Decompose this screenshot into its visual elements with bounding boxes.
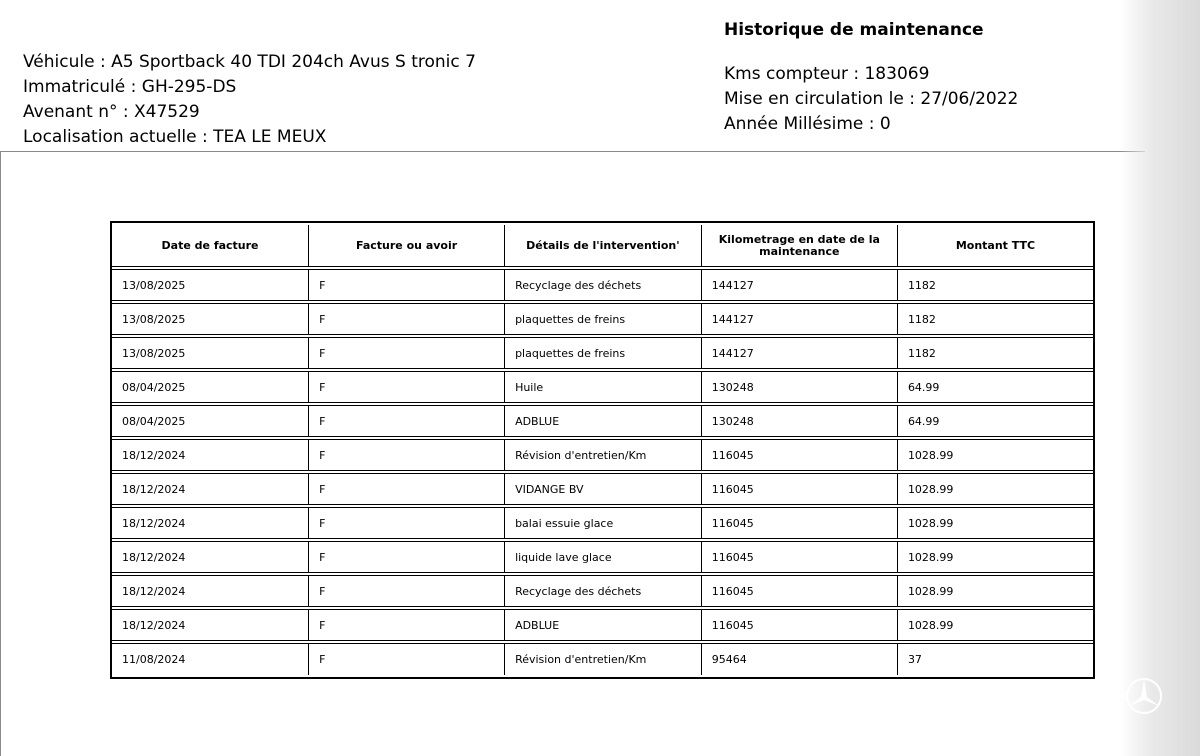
table-row [112, 269, 1093, 301]
cell-invoice-date: 11/08/2024 [112, 643, 308, 675]
cell-amount: 1028.99 [897, 609, 1093, 641]
cell-mileage: 116045 [701, 541, 897, 573]
cell-invoice-type: F [308, 541, 504, 573]
cell-invoice-type: F [308, 643, 504, 675]
mercedes-star-icon [1124, 676, 1164, 716]
cell-invoice-type: F [308, 337, 504, 369]
cell-invoice-date: 08/04/2025 [112, 371, 308, 403]
left-border [0, 152, 1, 756]
cell-intervention: ADBLUE [504, 609, 701, 641]
cell-mileage: 144127 [701, 337, 897, 369]
table-row [112, 303, 1093, 335]
cell-mileage: 116045 [701, 439, 897, 471]
cell-mileage: 116045 [701, 609, 897, 641]
cell-amount: 1182 [897, 269, 1093, 301]
cell-invoice-date: 18/12/2024 [112, 541, 308, 573]
cell-amount: 64.99 [897, 371, 1093, 403]
header-divider [0, 151, 1145, 152]
cell-amount: 1028.99 [897, 439, 1093, 471]
cell-amount: 1028.99 [897, 507, 1093, 539]
table-row [112, 473, 1093, 505]
col-invoice-type: Facture ou avoir [308, 225, 504, 267]
cell-invoice-type: F [308, 303, 504, 335]
cell-intervention: Révision d'entretien/Km [504, 643, 701, 675]
cell-intervention: plaquettes de freins [504, 337, 701, 369]
table-row [112, 609, 1093, 641]
cell-invoice-date: 18/12/2024 [112, 609, 308, 641]
cell-mileage: 130248 [701, 371, 897, 403]
col-intervention-details: Détails de l'intervention' [504, 225, 701, 267]
cell-intervention: Recyclage des déchets [504, 269, 701, 301]
cell-invoice-date: 13/08/2025 [112, 303, 308, 335]
cell-invoice-date: 18/12/2024 [112, 507, 308, 539]
cell-mileage: 144127 [701, 269, 897, 301]
cell-amount: 1028.99 [897, 575, 1093, 607]
col-mileage: Kilometrage en date de la maintenance [701, 225, 897, 267]
table-row [112, 643, 1093, 675]
cell-invoice-type: F [308, 473, 504, 505]
table-header-row [112, 225, 1093, 267]
col-invoice-date: Date de facture [112, 225, 308, 267]
table-row [112, 337, 1093, 369]
cell-mileage: 116045 [701, 473, 897, 505]
cell-invoice-date: 18/12/2024 [112, 473, 308, 505]
cell-intervention: ADBLUE [504, 405, 701, 437]
table-row [112, 371, 1093, 403]
cell-mileage: 144127 [701, 303, 897, 335]
table-row [112, 575, 1093, 607]
cell-invoice-type: F [308, 439, 504, 471]
maintenance-table [110, 221, 1095, 679]
page-edge-shadow [1120, 0, 1200, 756]
col-amount: Montant TTC [897, 225, 1093, 267]
cell-invoice-date: 18/12/2024 [112, 439, 308, 471]
vehicle-plate: Immatriculé : GH-295-DS [23, 77, 237, 97]
cell-intervention: Révision d'entretien/Km [504, 439, 701, 471]
table-row [112, 541, 1093, 573]
cell-amount: 64.99 [897, 405, 1093, 437]
cell-intervention: Huile [504, 371, 701, 403]
cell-amount: 1182 [897, 337, 1093, 369]
cell-amount: 37 [897, 643, 1093, 675]
odometer-reading: Kms compteur : 183069 [724, 64, 930, 84]
cell-intervention: liquide lave glace [504, 541, 701, 573]
vehicle-model: Véhicule : A5 Sportback 40 TDI 204ch Avus S tronic 7 [23, 52, 476, 72]
cell-amount: 1182 [897, 303, 1093, 335]
model-year: Année Millésime : 0 [724, 114, 891, 134]
cell-mileage: 130248 [701, 405, 897, 437]
cell-mileage: 95464 [701, 643, 897, 675]
cell-intervention: plaquettes de freins [504, 303, 701, 335]
cell-invoice-type: F [308, 371, 504, 403]
cell-invoice-type: F [308, 575, 504, 607]
cell-invoice-date: 13/08/2025 [112, 269, 308, 301]
cell-invoice-date: 08/04/2025 [112, 405, 308, 437]
table-row [112, 405, 1093, 437]
vehicle-info [23, 50, 476, 150]
table-row [112, 439, 1093, 471]
vehicle-location: Localisation actuelle : TEA LE MEUX [23, 127, 327, 147]
table-row [112, 507, 1093, 539]
maintenance-summary [724, 18, 1018, 137]
cell-intervention: balai essuie glace [504, 507, 701, 539]
cell-amount: 1028.99 [897, 541, 1093, 573]
cell-mileage: 116045 [701, 575, 897, 607]
cell-intervention: VIDANGE BV [504, 473, 701, 505]
cell-amount: 1028.99 [897, 473, 1093, 505]
table-body [112, 269, 1093, 675]
registration-date: Mise en circulation le : 27/06/2022 [724, 89, 1019, 109]
cell-invoice-type: F [308, 507, 504, 539]
cell-invoice-date: 18/12/2024 [112, 575, 308, 607]
cell-invoice-type: F [308, 405, 504, 437]
cell-mileage: 116045 [701, 507, 897, 539]
cell-invoice-type: F [308, 269, 504, 301]
cell-invoice-type: F [308, 609, 504, 641]
page-title: Historique de maintenance [724, 20, 984, 40]
cell-intervention: Recyclage des déchets [504, 575, 701, 607]
cell-invoice-date: 13/08/2025 [112, 337, 308, 369]
vehicle-amendment: Avenant n° : X47529 [23, 102, 200, 122]
